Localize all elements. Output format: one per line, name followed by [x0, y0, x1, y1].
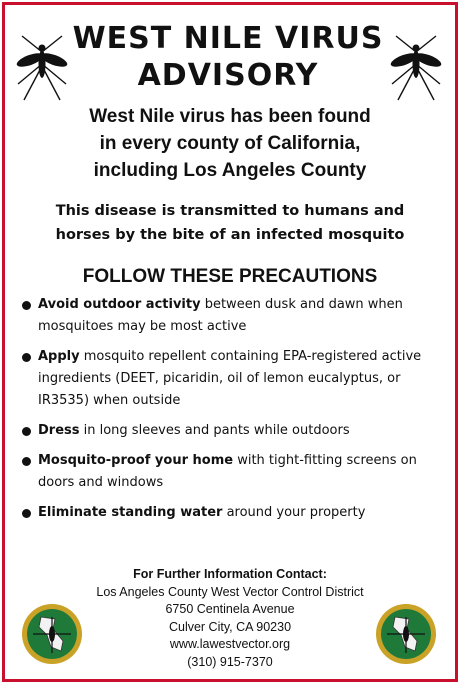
subtitle [0, 103, 460, 184]
transmission-line: This disease is transmitted to humans and [55, 203, 405, 219]
precaution-text: between dusk and dawn when mosquitoes may be most active [38, 297, 403, 334]
bullet-icon [22, 509, 31, 518]
bullet-icon [22, 427, 31, 436]
precaution-bold: Eliminate standing water [38, 505, 223, 520]
precaution-text: in long sleeves and pants while outdoors [79, 423, 350, 438]
advisory-title-line2: ADVISORY [137, 58, 319, 93]
contact-org: Los Angeles County West Vector Control District [96, 584, 364, 599]
district-seal-icon [375, 603, 437, 665]
precaution-text: around your property [222, 505, 366, 520]
precaution-bold: Avoid outdoor activity [38, 297, 201, 312]
contact-website[interactable]: www.lawestvector.org [169, 637, 291, 651]
contact-street: 6750 Centinela Avenue [165, 602, 295, 616]
transmission-text [0, 199, 460, 247]
precaution-bold: Mosquito-proof your home [38, 453, 234, 468]
bullet-icon [22, 301, 31, 310]
precaution-bold: Apply [38, 349, 80, 364]
bullet-icon [22, 457, 31, 466]
contact-heading: For Further Information Contact: [133, 567, 327, 581]
subtitle-line: in every county of California, [99, 133, 361, 154]
subtitle-line: West Nile virus has been found [89, 106, 371, 127]
precautions-list [22, 294, 442, 532]
list-item [22, 450, 442, 494]
list-item [22, 502, 442, 524]
list-item [22, 294, 442, 338]
precaution-text: with tight-fitting screens on doors and windows [38, 453, 417, 490]
list-item [22, 420, 442, 442]
subtitle-line: including Los Angeles County [93, 160, 367, 181]
bullet-icon [22, 353, 31, 362]
advisory-title-line1: WEST NILE VIRUS [72, 21, 384, 56]
contact-phone: (310) 915-7370 [187, 654, 273, 669]
contact-city: Culver City, CA 90230 [168, 619, 292, 634]
district-seal-icon [21, 603, 83, 665]
precaution-bold: Dress [38, 423, 80, 438]
list-item [22, 346, 442, 412]
precautions-heading: FOLLOW THESE PRECAUTIONS [82, 266, 378, 287]
transmission-line: horses by the bite of an infected mosquito [55, 227, 405, 243]
precaution-text: mosquito repellent containing EPA-registered active ingredients (DEET, picaridin, oil of lemon eucalyptus, or IR3535) when outside [38, 349, 422, 408]
